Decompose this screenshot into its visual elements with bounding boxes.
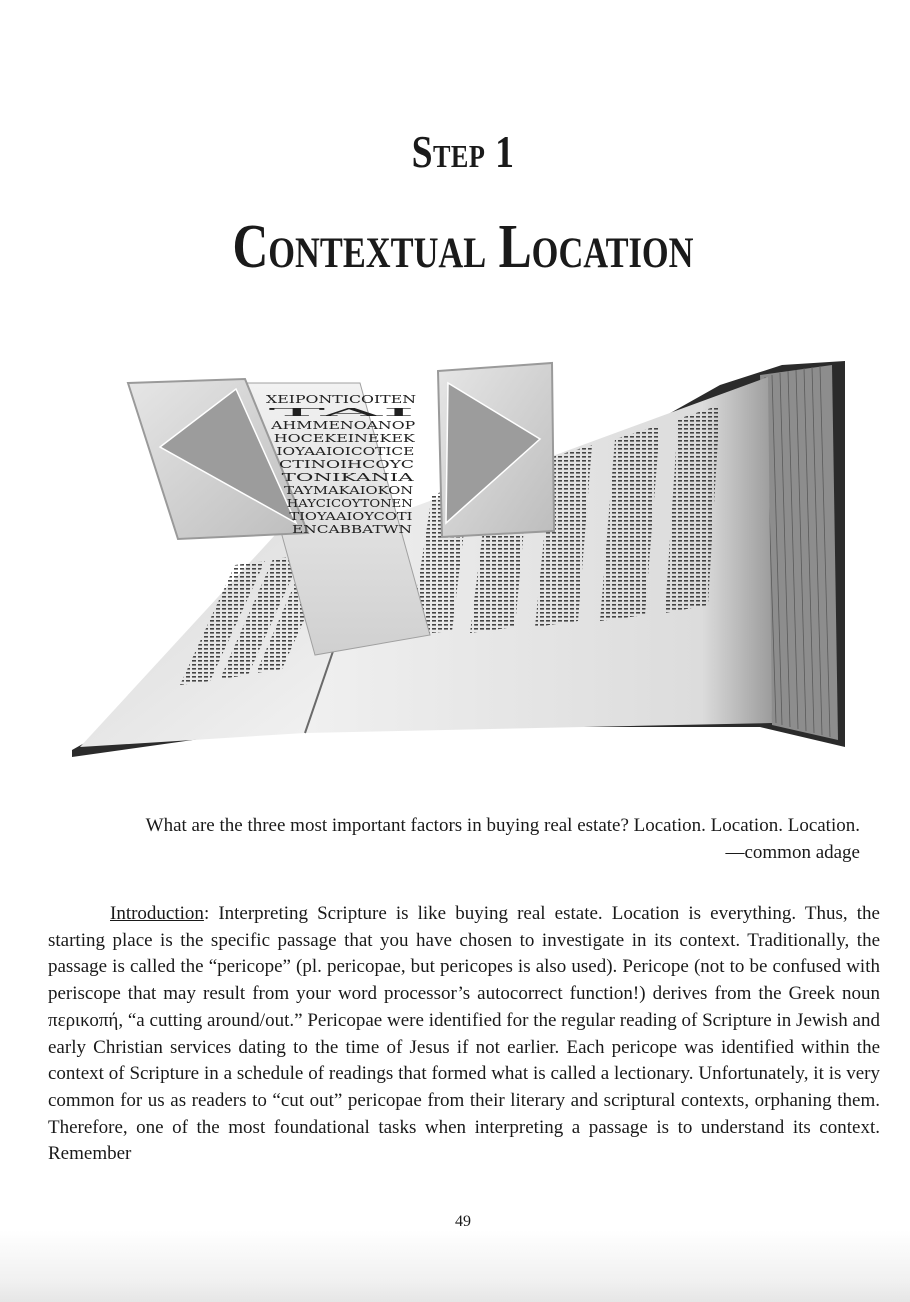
chapter-title: Contextual Location <box>232 213 694 281</box>
manuscript-line: HOCEKEINEKEK <box>273 432 416 445</box>
manuscript-line: AHMMENOANOP <box>269 419 417 432</box>
right-pointer-panel <box>438 363 554 537</box>
page-number: 49 <box>455 1213 471 1230</box>
section-run-in-heading: Introduction <box>110 903 204 924</box>
epigraph-quote: What are the three most important factors in buying real estate? Location. Location. Location. <box>145 815 860 836</box>
body-text: : Interpreting Scripture is like buying real estate. Location is everything. Thus, the starting place is the specific passage that you have chosen to investigate in its context. Traditionally, the passage is called the “pericope” (pl. pericopae, but pericopes is also used). Pericope (not to be confused with periscope that may result from your word processor’s autocorrect function!) derives from the Greek noun περικοπή, “a cutting around/out.” Pericopae were identified for the regular reading of Scripture in Jewish and early Christian services dating to the time of Jesus if not earlier. Each pericope was identified within the context of Scripture in a schedule of readings that formed what is called a lectionary. Unfortunately, it is very common for us as readers to “cut out” pericopae from their literary and scriptural contexts, orphaning them. Therefore, one of the most foundational tasks when interpreting a passage is to understand its context. Remember <box>48 903 880 1165</box>
manuscript-illustration <box>60 355 860 765</box>
manuscript-line: CTINOIHCOYC <box>279 458 414 471</box>
manuscript-line: TIOYAAIOYCOTI <box>289 510 413 523</box>
manuscript-line: TONIKANIA <box>281 471 416 484</box>
body-paragraph <box>48 901 880 1168</box>
step-label: Step 1 <box>411 126 515 177</box>
epigraph-attribution: —common adage <box>725 842 860 863</box>
manuscript-line: TAYMAKAIOKON <box>284 484 414 497</box>
manuscript-line: XEIPONTICOITEN <box>266 393 417 406</box>
manuscript-line: HAYCICOYTONEN <box>286 497 414 510</box>
manuscript-line: IOYAAIOICOTICE <box>276 445 415 458</box>
zoomed-manuscript-text <box>266 393 417 536</box>
epigraph <box>68 812 860 866</box>
manuscript-line: ENCABBATWN <box>292 523 413 536</box>
manuscript-line: TAI <box>268 406 416 419</box>
open-codex-image <box>60 355 860 765</box>
